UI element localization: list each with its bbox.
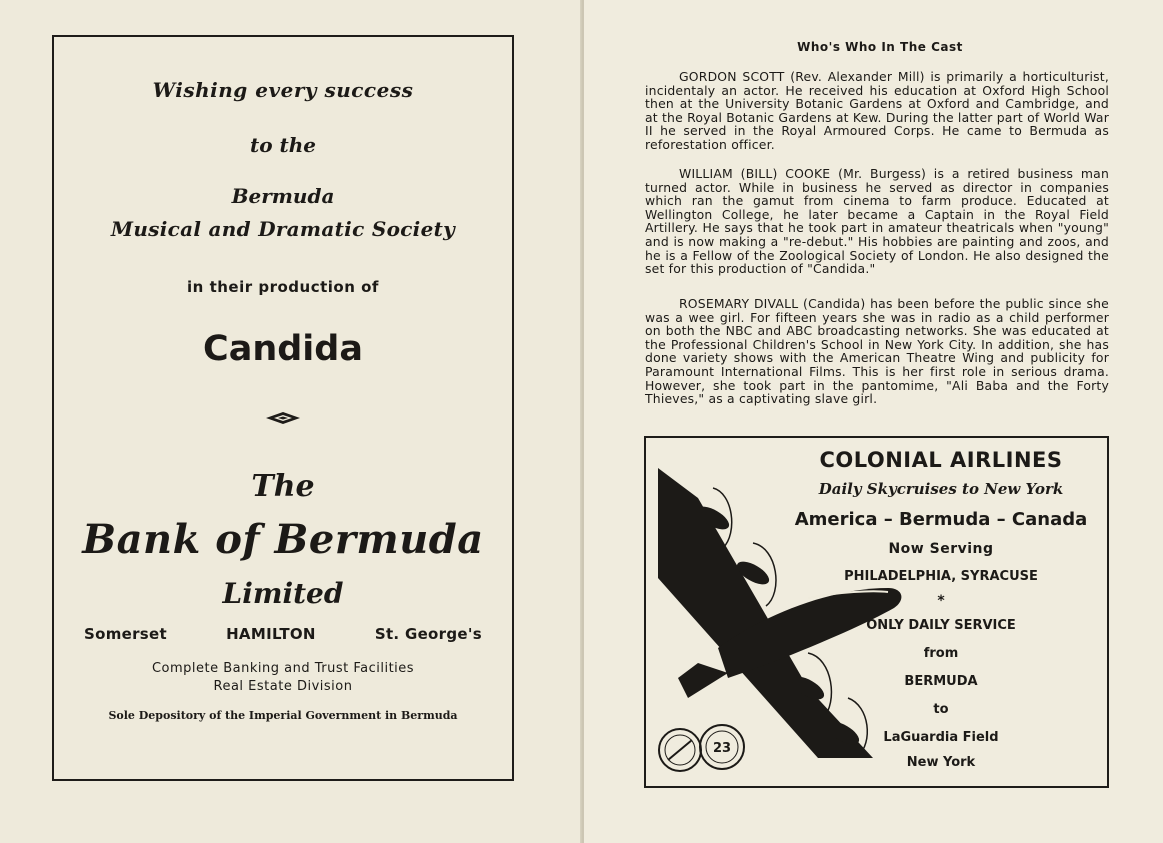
society-line: Musical and Dramatic Society — [110, 217, 456, 241]
bank-the: The — [251, 469, 315, 504]
facilities-line: Complete Banking and Trust Facilities — [151, 661, 415, 676]
origin-label: BERMUDA — [904, 674, 978, 689]
airline-tagline: Daily Skycruises to New York — [818, 480, 1064, 498]
from-label: from — [923, 646, 959, 661]
real-estate-line: Real Estate Division — [213, 679, 353, 694]
wishing-line: Wishing every success — [152, 78, 414, 102]
now-serving: Now Serving — [888, 541, 994, 557]
bank-of-bermuda-ad — [52, 35, 514, 781]
bio-gordon-scott: GORDON SCOTT (Rev. Alexander Mill) is primarily a horticulturist, incidentaly an actor. He received his education at Oxford High School then at the University Botanic Gardens at Oxford and Cambridge, and at the Royal Botanic Gardens at Kew. During the latter part of World War II he served in the Royal Armoured Corps. He came to Bermuda as reforestation officer. — [645, 69, 1109, 152]
airline-seal-icon — [658, 720, 750, 776]
colonial-airlines-ad — [644, 436, 1109, 788]
seal-number: 23 — [712, 741, 732, 756]
to-the-line: to the — [249, 133, 317, 157]
bio-rosemary-divall: ROSEMARY DIVALL (Candida) has been before the public since she was a wee girl. For fifteen years she was in radio as a child performer on both the NBC and ABC broadcasting networks. She was educated at the Professional Children's School in New York City. In addition, she has done variety shows with the American Theatre Wing and publicity for Paramount International Films. This is her first role in serious drama. However, she took part in the pantomime, "Ali Baba and the Forty Thieves," as a captivating slave girl. — [645, 296, 1109, 407]
bio-william-cooke: WILLIAM (BILL) COOKE (Mr. Burgess) is a retired business man turned actor. While in business he served as director in companies which ran the gamut from cinema to farm produce. Educated at Wellington College, he later became a Captain in the Royal Field Artillery. He says that he took part in amateur theatricals when "young" and is now making a "re-debut." His hobbies are painting and zoos, and he is a Fellow of the Zoological Society of London. He also designed the set for this production of "Candida." — [645, 166, 1109, 277]
cast-title: Who's Who In The Cast — [797, 40, 963, 54]
bank-limited: Limited — [222, 577, 344, 610]
production-title: Candida — [203, 329, 363, 369]
only-daily-service: ONLY DAILY SERVICE — [866, 618, 1016, 633]
field-label: LaGuardia Field — [883, 730, 999, 745]
diamond-ornament-icon — [54, 410, 512, 430]
sole-depository-line: Sole Depository of the Imperial Government in Bermuda — [108, 709, 458, 722]
branch-somerset: Somerset — [84, 625, 167, 643]
to-label: to — [933, 702, 949, 717]
bermuda-line: Bermuda — [231, 184, 335, 208]
bank-branches — [84, 625, 482, 643]
production-intro: in their production of — [187, 278, 379, 296]
branch-st-georges: St. George's — [374, 625, 482, 643]
star-separator-icon: * — [937, 593, 945, 609]
airline-name: COLONIAL AIRLINES — [819, 448, 1063, 472]
airline-route: America – Bermuda – Canada — [794, 509, 1088, 530]
destination-label: New York — [906, 755, 976, 770]
served-cities: PHILADELPHIA, SYRACUSE — [844, 569, 1038, 584]
bank-name: Bank of Bermuda — [82, 516, 484, 563]
branch-hamilton: HAMILTON — [226, 625, 316, 643]
